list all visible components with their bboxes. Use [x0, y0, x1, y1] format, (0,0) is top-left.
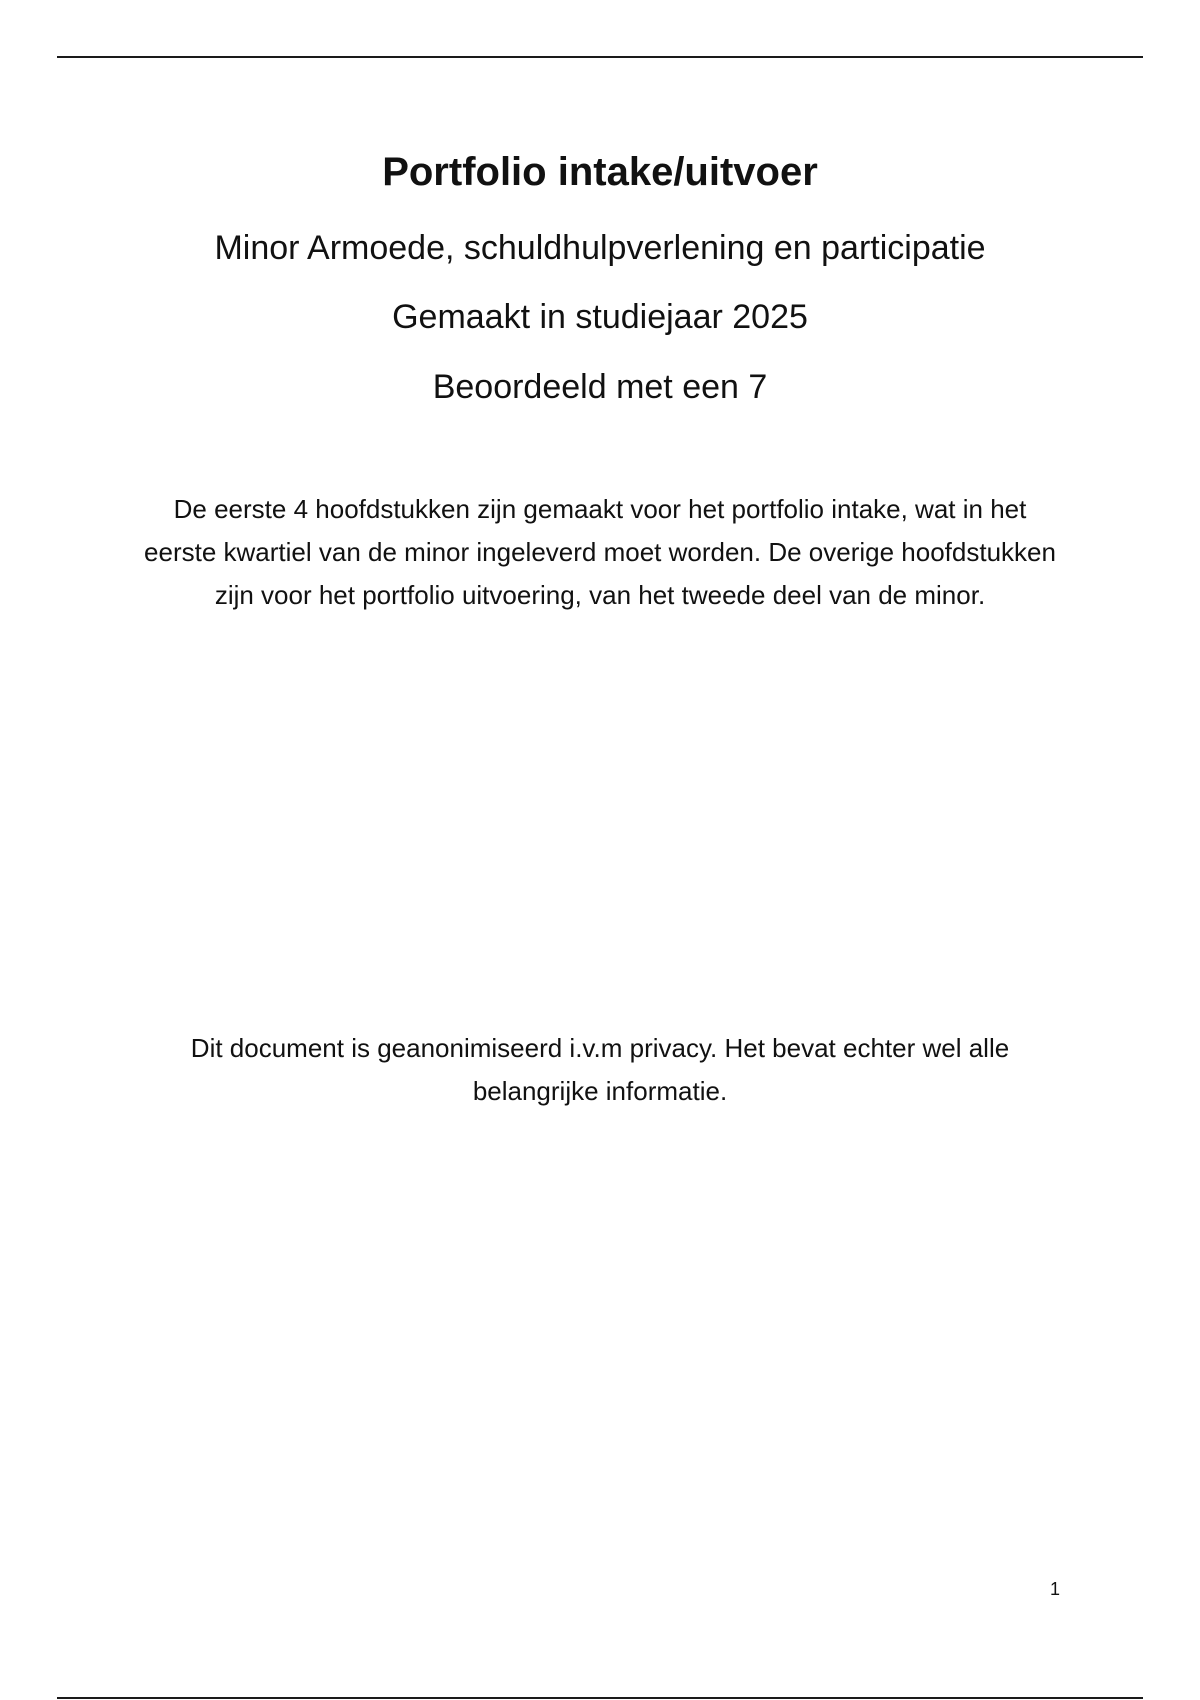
subtitle-grade: Beoordeeld met een 7	[432, 368, 768, 406]
subtitle-minor: Minor Armoede, schuldhulpverlening en participatie	[214, 229, 986, 267]
bottom-divider	[57, 1697, 1143, 1699]
subtitle-study-year: Gemaakt in studiejaar 2025	[392, 298, 808, 336]
page-number: 1	[1049, 1579, 1060, 1599]
top-divider	[57, 56, 1143, 58]
document-title: Portfolio intake/uitvoer	[382, 150, 818, 194]
privacy-notice: Dit document is geanonimiseerd i.v.m privacy. Het bevat echter wel alle belangrijke informatie.	[190, 1033, 1010, 1106]
intro-paragraph: De eerste 4 hoofdstukken zijn gemaakt voor het portfolio intake, wat in het eerste kwartiel van de minor ingeleverd moet worden. De overige hoofdstukken zijn voor het portfolio uitvoering, van het tweede deel van de minor.	[144, 494, 1056, 610]
